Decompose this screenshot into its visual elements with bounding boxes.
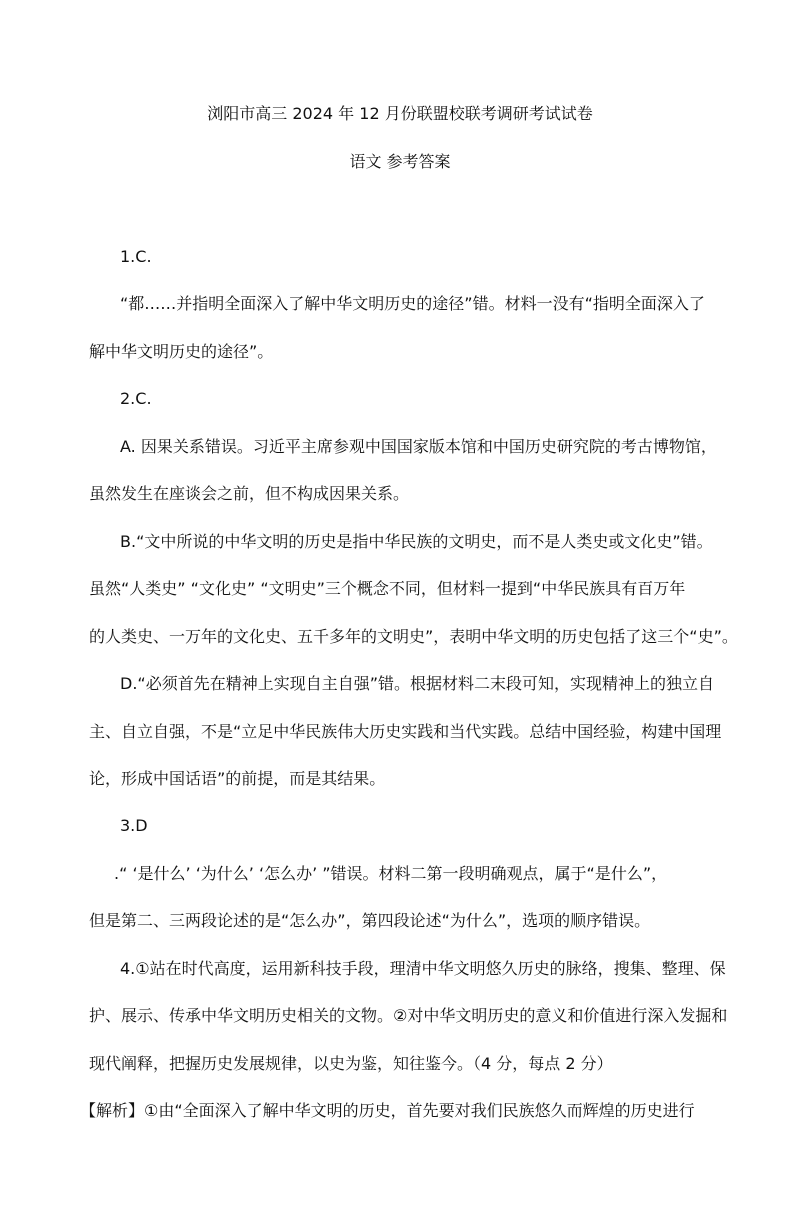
q2-b-line-3: 的人类史、一万年的文化史、五千多年的文明史”，表明中华文明的历史包括了这三个“史”。: [89, 627, 738, 646]
q3-line-2: 但是第二、三两段论述的是“怎么办”，第四段论述“为什么”，选项的顺序错误。: [89, 911, 651, 930]
q2-d-line-3: 论，形成中国话语”的前提，而是其结果。: [89, 769, 386, 788]
q2-d-line-2: 主、自立自强，不是“立足中华民族伟大历史实践和当代实践。总结中国经验，构建中国理: [89, 722, 722, 741]
q1-line-2: 解中华文明历史的途径”。: [89, 342, 274, 361]
document-title: 浏阳市高三 2024 年 12 月份联盟校联考调研考试试卷: [207, 104, 593, 123]
q1-line-1: “都……并指明全面深入了解中华文明历史的途径”错。材料一没有“指明全面深入了: [120, 294, 705, 313]
q4-analysis-line-1: 【解析】①由“全面深入了解中华文明的历史，首先要对我们民族悠久而辉煌的历史进行: [80, 1101, 695, 1120]
q2-d-line-1: D.“必须首先在精神上实现自主自强”错。根据材料二末段可知，实现精神上的独立自: [120, 674, 714, 693]
q4-line-3: 现代阐释，把握历史发展规律，以史为鉴，知往鉴今。（4 分，每点 2 分）: [89, 1054, 613, 1073]
q2-heading: 2.C.: [120, 389, 152, 408]
q2-a-line-2: 虽然发生在座谈会之前，但不构成因果关系。: [89, 484, 410, 503]
q4-line-2: 护、展示、传承中华文明历史相关的文物。②对中华文明历史的意义和价值进行深入发掘和: [89, 1006, 728, 1025]
q2-a-line-1: A. 因果关系错误。习近平主席参观中国国家版本馆和中国历史研究院的考古博物馆，: [120, 437, 717, 456]
document-subtitle: 语文 参考答案: [349, 152, 451, 171]
q4-line-1: 4.①站在时代高度，运用新科技手段，理清中华文明悠久历史的脉络，搜集、整理、保: [120, 959, 726, 978]
q1-heading: 1.C.: [120, 247, 152, 266]
q3-heading: 3.D: [120, 816, 148, 835]
q2-b-line-2: 虽然“人类史” “文化史” “文明史”三个概念不同，但材料一提到“中华民族具有百万年: [89, 579, 686, 598]
q2-b-line-1: B.“文中所说的中华文明的历史是指中华民族的文明史，而不是人类史或文化史”错。: [120, 532, 713, 551]
q3-line-1: .“ ‘是什么’ ‘为什么’ ‘怎么办’ ”错误。材料二第一段明确观点，属于“是什么”，: [114, 864, 668, 883]
